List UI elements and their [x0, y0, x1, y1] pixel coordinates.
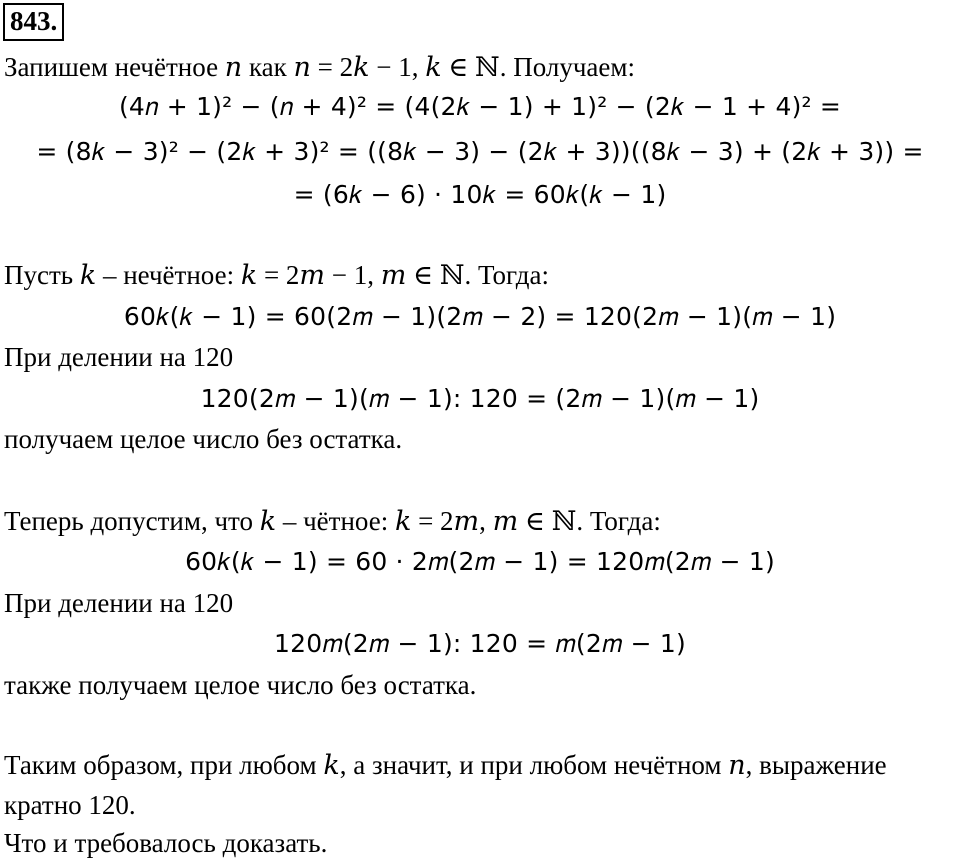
odd-division-equation: 120(2𝑚 − 1)(𝑚 − 1): 120 = (2𝑚 − 1)(𝑚 − 1) [200, 384, 760, 413]
even-result-text: также получаем целое число без остатка. [4, 670, 477, 700]
odd-case-text: Пусть 𝑘 – нечётное: 𝑘 = 2𝑚 − 1, 𝑚 ∈ ℕ. Тогда: [4, 260, 549, 290]
equation-line-2: = (8𝑘 − 3)² − (2𝑘 + 3)² = ((8𝑘 − 3) − (2𝑘 + 3))((8𝑘 − 3) + (2𝑘 + 3)) = [36, 137, 924, 166]
even-division-equation: 120𝑚(2𝑚 − 1): 120 = 𝑚(2𝑚 − 1) [274, 629, 686, 658]
conclusion-line-2: кратно 120. [4, 790, 136, 820]
intro-text: Запишем нечётное 𝑛 как 𝑛 = 2𝑘 − 1, 𝑘 ∈ ℕ. Получаем: [4, 52, 635, 82]
odd-case-equation: 60𝑘(𝑘 − 1) = 60(2𝑚 − 1)(2𝑚 − 2) = 120(2𝑚 − 1)(𝑚 − 1) [123, 302, 837, 331]
odd-division-label: При делении на 120 [4, 342, 234, 372]
odd-result-text: получаем целое число без остатка. [4, 424, 403, 454]
problem-number: 843. [3, 3, 64, 41]
even-division-label: При делении на 120 [4, 588, 234, 618]
even-case-text: Теперь допустим, что 𝑘 – чётное: 𝑘 = 2𝑚, 𝑚 ∈ ℕ. Тогда: [4, 506, 661, 536]
even-case-equation: 60𝑘(𝑘 − 1) = 60 ⋅ 2𝑚(2𝑚 − 1) = 120𝑚(2𝑚 − 1) [185, 547, 775, 576]
equation-line-1: (4𝑛 + 1)² − (𝑛 + 4)² = (4(2𝑘 − 1) + 1)² − (2𝑘 − 1 + 4)² = [118, 92, 842, 121]
qed-text: Что и требовалось доказать. [4, 828, 328, 858]
conclusion-line-1: Таким образом, при любом 𝑘, а значит, и при любом нечётном 𝑛, выражение [4, 750, 887, 780]
equation-line-3: = (6𝑘 − 6) ⋅ 10𝑘 = 60𝑘(𝑘 − 1) [293, 180, 667, 209]
